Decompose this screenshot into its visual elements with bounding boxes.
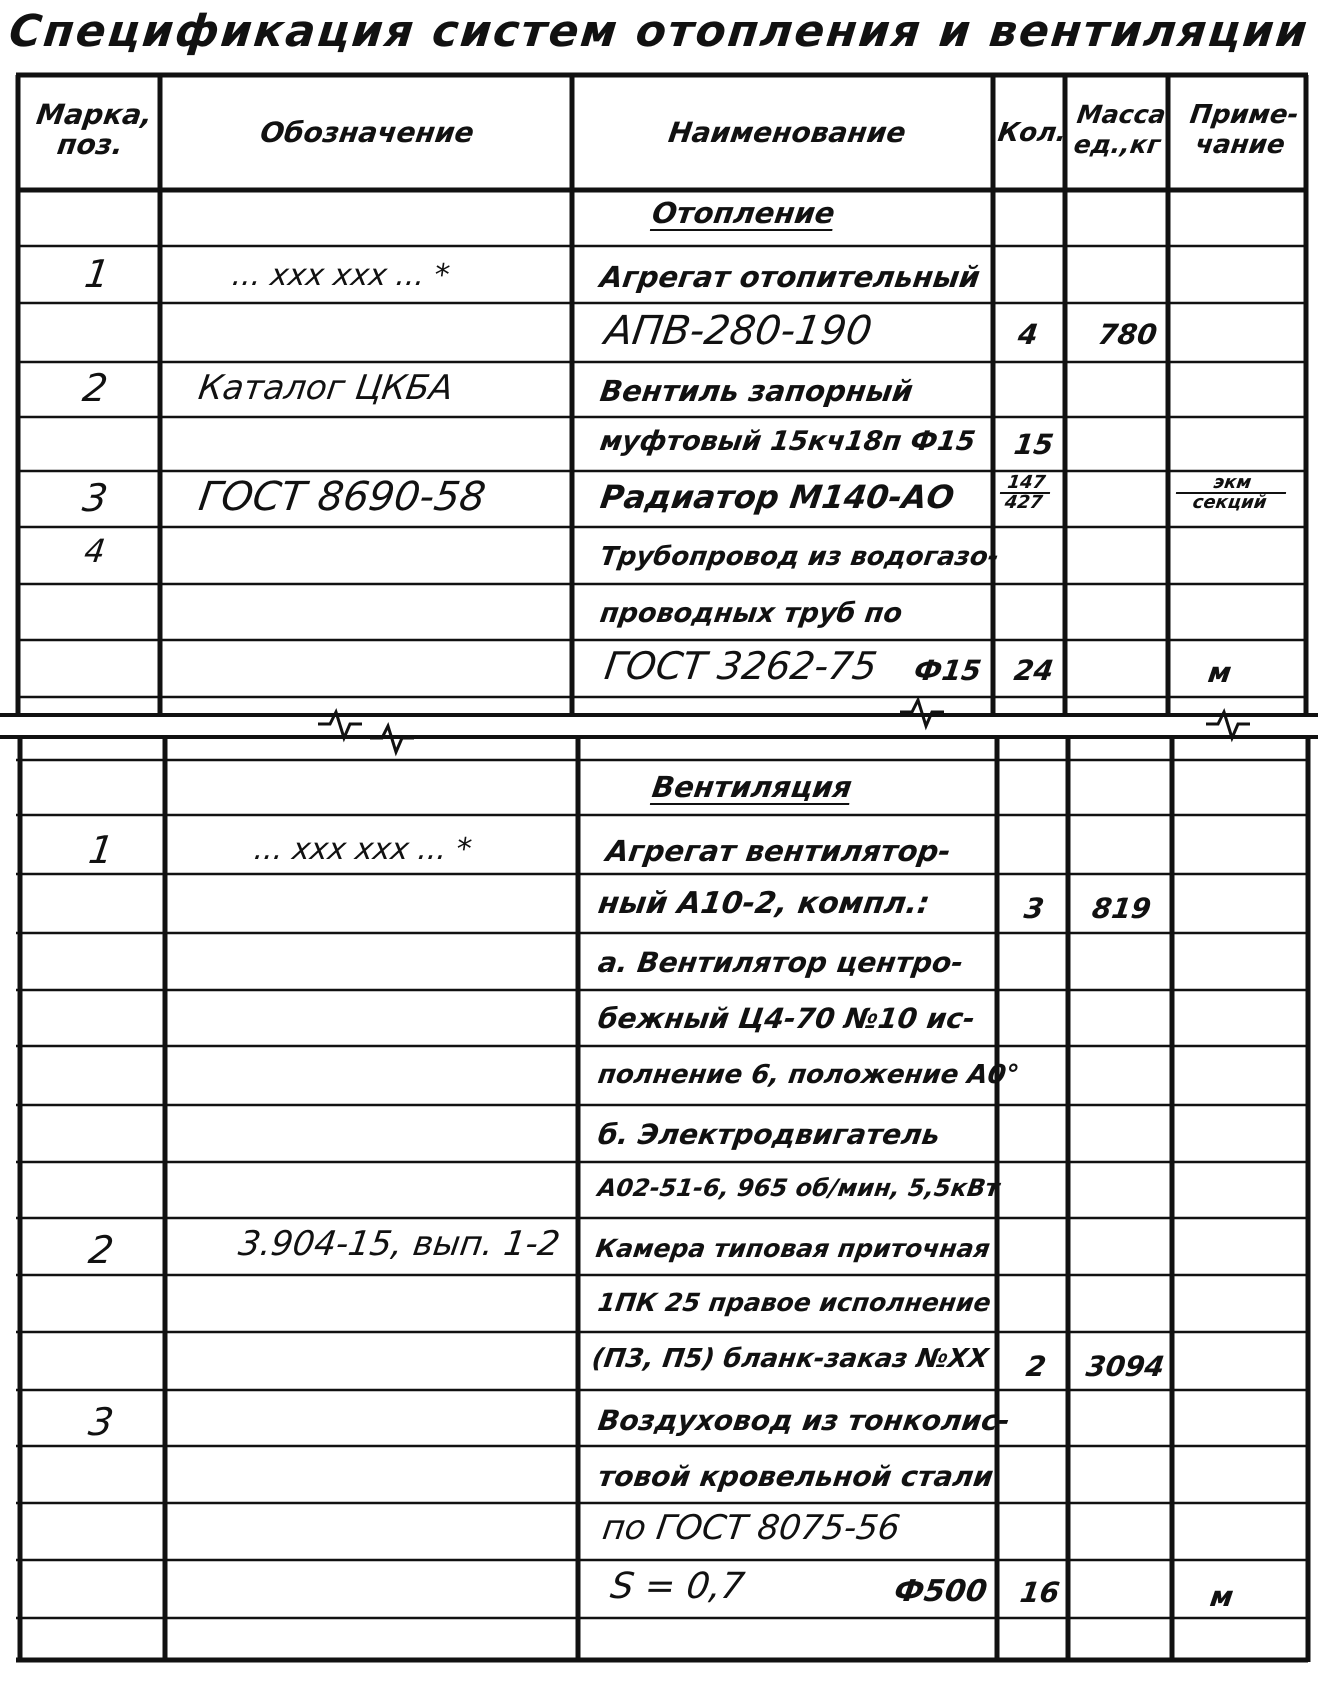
heat-row5-mark: 3: [80, 476, 111, 520]
vent-row5-name: полнение 6, положение А0°: [596, 1060, 1021, 1090]
header-designation: Обозначение: [258, 116, 477, 149]
heat-row8-qty: 24: [1012, 654, 1056, 687]
heat-row5-designation: ГОСТ 8690-58: [196, 474, 489, 520]
vent-row3-name: а. Вентилятор центро-: [596, 946, 966, 979]
header-note: [1170, 100, 1314, 160]
heat-row1-mark: 1: [82, 252, 113, 296]
section-heating-title: Отопление: [650, 196, 838, 230]
heat-row7-name: проводных труб по: [598, 598, 905, 629]
heat-row4-qty: 15: [1012, 428, 1056, 461]
header-qty: Кол.: [995, 118, 1069, 148]
header-note-line2: чание: [1193, 130, 1287, 160]
vent-row1-name: Агрегат вентилятор-: [604, 834, 954, 868]
vent-row12-name: товой кровельной стали: [596, 1460, 996, 1493]
vent-row14-name: S = 0,7: [608, 1566, 747, 1607]
vent-row8-name: Камера типовая приточная: [594, 1234, 992, 1263]
header-mark: [28, 100, 156, 160]
heat-row5-qty-fraction: [997, 474, 1052, 512]
heat-row5-note-top: экм: [1176, 474, 1289, 494]
vent-row1-mark: 1: [86, 828, 117, 872]
heat-row2-qty: 4: [1016, 318, 1041, 351]
heat-row1-designation: ... xxx xxx ... *: [230, 258, 452, 293]
header-name: Наименование: [666, 116, 908, 149]
heat-row5-qty-top: 147: [1000, 474, 1053, 494]
heat-row5-name: Радиатор М140-АО: [598, 478, 957, 516]
heat-row5-note-bottom: секций: [1191, 492, 1268, 513]
heat-row6-name: Трубопровод из водогазо-: [598, 542, 1001, 572]
vent-row13-name: по ГОСТ 8075-56: [600, 1508, 903, 1548]
vent-row11-name: Воздуховод из тонколис-: [596, 1404, 1012, 1437]
vent-row11-mark: 3: [86, 1400, 117, 1444]
vent-row2-name: ный А10-2, компл.:: [596, 886, 932, 921]
vent-row14-note: м: [1208, 1580, 1236, 1613]
vent-row7-name: А02-51-6, 965 об/мин, 5,5кВт: [596, 1174, 1002, 1202]
vent-row14-dia: Ф500: [892, 1574, 990, 1609]
vent-row10-qty: 2: [1024, 1350, 1049, 1383]
vent-row8-mark: 2: [86, 1228, 117, 1272]
heat-row2-mass: 780: [1096, 318, 1160, 351]
header-mark-line1: Марка,: [34, 98, 155, 131]
vent-row8-designation: 3.904-15, вып. 1-2: [236, 1224, 563, 1264]
heat-row8-dia: Ф15: [912, 654, 984, 687]
header-mass: [1065, 100, 1173, 160]
vent-row9-name: 1ПК 25 правое исполнение: [596, 1288, 993, 1317]
vent-row10-name: (П3, П5) бланк-заказ №XX: [590, 1344, 991, 1374]
heat-row6-mark: 4: [82, 532, 108, 570]
heat-row3-mark: 2: [80, 366, 111, 410]
vent-row6-name: б. Электродвигатель: [596, 1118, 943, 1151]
heat-row4-name: муфтовый 15кч18п Ф15: [598, 426, 978, 457]
header-mass-line2: ед.,кг: [1072, 130, 1163, 159]
vent-row1-designation: ... xxx xxx ... *: [252, 832, 474, 867]
vent-row2-mass: 819: [1090, 892, 1154, 925]
vent-row14-qty: 16: [1018, 1576, 1062, 1609]
heat-row8-note: м: [1206, 656, 1234, 689]
section-ventilation-title: Вентиляция: [650, 770, 855, 804]
header-mark-line2: поз.: [55, 128, 126, 161]
header-note-line1: Приме-: [1188, 100, 1301, 130]
vent-row2-qty: 3: [1022, 892, 1047, 925]
document-title: Спецификация систем отопления и вентиляции: [6, 6, 1312, 57]
heat-row5-qty-bottom: 427: [1003, 492, 1044, 513]
heat-row3-designation: Каталог ЦКБА: [196, 368, 456, 408]
vent-row4-name: бежный Ц4-70 №10 ис-: [596, 1002, 978, 1035]
heat-row8-name: ГОСТ 3262-75: [602, 644, 880, 688]
vent-row10-mass: 3094: [1084, 1350, 1167, 1383]
heat-row3-name: Вентиль запорный: [598, 374, 916, 408]
heat-row1-name: Агрегат отопительный: [598, 260, 983, 294]
header-mass-line1: Масса: [1075, 100, 1168, 129]
heat-row5-note-fraction: [1173, 474, 1288, 512]
heat-row2-name: АПВ-280-190: [602, 308, 875, 354]
